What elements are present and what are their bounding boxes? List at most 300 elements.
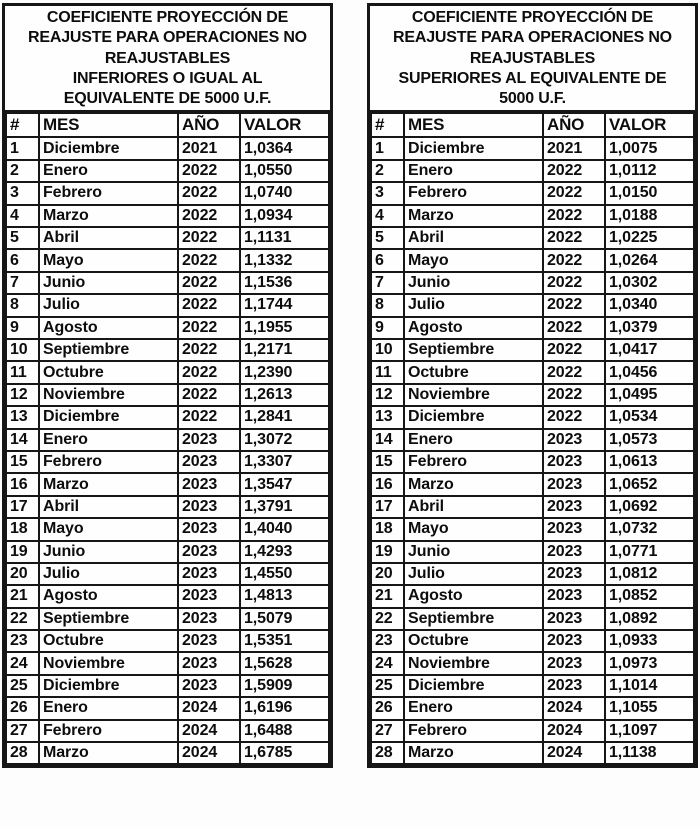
month-cell: Octubre xyxy=(39,630,178,652)
table-row xyxy=(371,384,694,406)
value-cell: 1,5628 xyxy=(240,652,329,674)
table-row xyxy=(6,137,329,159)
month-cell: Enero xyxy=(39,429,178,451)
row-number-cell: 8 xyxy=(371,294,404,316)
table-row xyxy=(371,697,694,719)
year-cell: 2022 xyxy=(178,339,240,361)
year-cell: 2022 xyxy=(178,182,240,204)
row-number-cell: 4 xyxy=(371,205,404,227)
header-row xyxy=(371,113,694,137)
year-cell: 2023 xyxy=(543,541,605,563)
month-cell: Junio xyxy=(39,541,178,563)
month-cell: Enero xyxy=(404,429,543,451)
col-header-number: # xyxy=(6,113,39,137)
table-row xyxy=(6,294,329,316)
value-cell: 1,1055 xyxy=(605,697,694,719)
table-row xyxy=(371,608,694,630)
table-row xyxy=(6,742,329,764)
month-cell: Julio xyxy=(39,563,178,585)
year-cell: 2022 xyxy=(543,406,605,428)
year-cell: 2023 xyxy=(543,585,605,607)
year-cell: 2022 xyxy=(178,227,240,249)
year-cell: 2024 xyxy=(543,720,605,742)
value-cell: 1,0812 xyxy=(605,563,694,585)
year-cell: 2023 xyxy=(178,675,240,697)
value-cell: 1,0852 xyxy=(605,585,694,607)
value-cell: 1,4550 xyxy=(240,563,329,585)
year-cell: 2023 xyxy=(543,608,605,630)
month-cell: Marzo xyxy=(39,473,178,495)
value-cell: 1,1536 xyxy=(240,272,329,294)
title-line: COEFICIENTE PROYECCIÓN DE xyxy=(46,9,289,26)
row-number-cell: 12 xyxy=(371,384,404,406)
month-cell: Enero xyxy=(39,697,178,719)
year-cell: 2022 xyxy=(178,249,240,271)
value-cell: 1,1014 xyxy=(605,675,694,697)
row-number-cell: 8 xyxy=(6,294,39,316)
month-cell: Diciembre xyxy=(39,406,178,428)
table-row xyxy=(371,720,694,742)
month-cell: Septiembre xyxy=(404,608,543,630)
row-number-cell: 27 xyxy=(6,720,39,742)
month-cell: Agosto xyxy=(39,585,178,607)
year-cell: 2022 xyxy=(543,317,605,339)
row-number-cell: 7 xyxy=(371,272,404,294)
header-row xyxy=(6,113,329,137)
row-number-cell: 19 xyxy=(371,541,404,563)
month-cell: Mayo xyxy=(404,518,543,540)
row-number-cell: 22 xyxy=(6,608,39,630)
month-cell: Febrero xyxy=(39,182,178,204)
year-cell: 2023 xyxy=(178,451,240,473)
value-cell: 1,0364 xyxy=(240,137,329,159)
row-number-cell: 26 xyxy=(371,697,404,719)
month-cell: Diciembre xyxy=(404,406,543,428)
year-cell: 2024 xyxy=(543,697,605,719)
month-cell: Abril xyxy=(39,496,178,518)
value-cell: 1,0934 xyxy=(240,205,329,227)
table-row xyxy=(371,742,694,764)
month-cell: Marzo xyxy=(39,205,178,227)
year-cell: 2023 xyxy=(178,518,240,540)
year-cell: 2023 xyxy=(543,429,605,451)
year-cell: 2022 xyxy=(543,361,605,383)
year-cell: 2023 xyxy=(178,563,240,585)
year-cell: 2023 xyxy=(543,563,605,585)
title-line: INFERIORES O IGUAL AL xyxy=(72,69,263,87)
table-row xyxy=(371,249,694,271)
row-number-cell: 9 xyxy=(371,317,404,339)
value-cell: 1,5079 xyxy=(240,608,329,630)
year-cell: 2022 xyxy=(543,294,605,316)
col-header-mes: MES xyxy=(404,113,543,137)
value-cell: 1,4040 xyxy=(240,518,329,540)
row-number-cell: 17 xyxy=(371,496,404,518)
value-cell: 1,0379 xyxy=(605,317,694,339)
month-cell: Diciembre xyxy=(404,675,543,697)
month-cell: Octubre xyxy=(404,630,543,652)
table-row xyxy=(6,675,329,697)
month-cell: Febrero xyxy=(404,182,543,204)
table-row xyxy=(6,249,329,271)
month-cell: Julio xyxy=(404,294,543,316)
value-cell: 1,5909 xyxy=(240,675,329,697)
row-number-cell: 7 xyxy=(6,272,39,294)
month-cell: Enero xyxy=(404,697,543,719)
value-cell: 1,4293 xyxy=(240,541,329,563)
table-row xyxy=(6,205,329,227)
value-cell: 1,0692 xyxy=(605,496,694,518)
title-line: REAJUSTABLES xyxy=(104,49,231,67)
row-number-cell: 4 xyxy=(6,205,39,227)
row-number-cell: 20 xyxy=(371,563,404,585)
year-cell: 2022 xyxy=(543,227,605,249)
table-row xyxy=(6,518,329,540)
table-row xyxy=(371,294,694,316)
year-cell: 2024 xyxy=(543,742,605,764)
table-row xyxy=(6,652,329,674)
year-cell: 2022 xyxy=(178,272,240,294)
table-row xyxy=(6,541,329,563)
row-number-cell: 5 xyxy=(6,227,39,249)
value-cell: 1,6785 xyxy=(240,742,329,764)
title-line: EQUIVALENTE DE 5000 U.F. xyxy=(63,90,272,108)
value-cell: 1,0732 xyxy=(605,518,694,540)
row-number-cell: 28 xyxy=(6,742,39,764)
table-row xyxy=(371,630,694,652)
month-cell: Octubre xyxy=(39,361,178,383)
value-cell: 1,0534 xyxy=(605,406,694,428)
col-header-ano: AÑO xyxy=(178,113,240,137)
row-number-cell: 16 xyxy=(6,473,39,495)
year-cell: 2023 xyxy=(178,652,240,674)
title-line: REAJUSTE PARA OPERACIONES NO xyxy=(28,29,307,47)
col-header-valor: VALOR xyxy=(605,113,694,137)
value-cell: 1,0112 xyxy=(605,160,694,182)
month-cell: Noviembre xyxy=(39,384,178,406)
month-cell: Junio xyxy=(39,272,178,294)
month-cell: Julio xyxy=(404,563,543,585)
value-cell: 1,3547 xyxy=(240,473,329,495)
year-cell: 2023 xyxy=(178,608,240,630)
title-line: 5000 U.F. xyxy=(499,90,566,108)
row-number-cell: 17 xyxy=(6,496,39,518)
month-cell: Septiembre xyxy=(39,608,178,630)
year-cell: 2022 xyxy=(178,361,240,383)
row-number-cell: 27 xyxy=(371,720,404,742)
row-number-cell: 25 xyxy=(371,675,404,697)
table-row xyxy=(371,585,694,607)
row-number-cell: 14 xyxy=(6,429,39,451)
table-row xyxy=(371,361,694,383)
table-row xyxy=(371,205,694,227)
month-cell: Septiembre xyxy=(404,339,543,361)
year-cell: 2023 xyxy=(543,652,605,674)
col-header-mes: MES xyxy=(39,113,178,137)
title-line: COEFICIENTE PROYECCIÓN DE xyxy=(411,9,654,26)
month-cell: Agosto xyxy=(404,585,543,607)
year-cell: 2022 xyxy=(543,160,605,182)
month-cell: Marzo xyxy=(404,742,543,764)
row-number-cell: 23 xyxy=(371,630,404,652)
table-row xyxy=(6,406,329,428)
row-number-cell: 5 xyxy=(371,227,404,249)
year-cell: 2023 xyxy=(543,451,605,473)
value-cell: 1,0456 xyxy=(605,361,694,383)
month-cell: Septiembre xyxy=(39,339,178,361)
year-cell: 2024 xyxy=(178,742,240,764)
year-cell: 2022 xyxy=(543,249,605,271)
row-number-cell: 21 xyxy=(371,585,404,607)
value-cell: 1,2390 xyxy=(240,361,329,383)
row-number-cell: 18 xyxy=(371,518,404,540)
row-number-cell: 1 xyxy=(6,137,39,159)
year-cell: 2021 xyxy=(178,137,240,159)
row-number-cell: 3 xyxy=(6,182,39,204)
value-cell: 1,3791 xyxy=(240,496,329,518)
value-cell: 1,0573 xyxy=(605,429,694,451)
row-number-cell: 23 xyxy=(6,630,39,652)
table-row xyxy=(6,429,329,451)
table-title-inferiores xyxy=(5,6,330,112)
table-superiores-5000uf xyxy=(367,3,698,768)
table-row xyxy=(371,160,694,182)
row-number-cell: 13 xyxy=(371,406,404,428)
month-cell: Junio xyxy=(404,272,543,294)
table-row xyxy=(6,182,329,204)
table-row xyxy=(371,272,694,294)
row-number-cell: 3 xyxy=(371,182,404,204)
table-row xyxy=(6,608,329,630)
year-cell: 2023 xyxy=(178,496,240,518)
year-cell: 2022 xyxy=(178,294,240,316)
row-number-cell: 26 xyxy=(6,697,39,719)
value-cell: 1,1097 xyxy=(605,720,694,742)
row-number-cell: 21 xyxy=(6,585,39,607)
coefficient-table-superiores xyxy=(370,112,695,765)
row-number-cell: 10 xyxy=(371,339,404,361)
year-cell: 2023 xyxy=(178,585,240,607)
table-row xyxy=(6,473,329,495)
year-cell: 2022 xyxy=(178,205,240,227)
table-row xyxy=(371,473,694,495)
table-title-superiores xyxy=(370,6,695,112)
row-number-cell: 13 xyxy=(6,406,39,428)
month-cell: Abril xyxy=(404,227,543,249)
table-row xyxy=(371,496,694,518)
table-row xyxy=(371,406,694,428)
month-cell: Enero xyxy=(404,160,543,182)
value-cell: 1,0892 xyxy=(605,608,694,630)
table-row xyxy=(6,227,329,249)
month-cell: Agosto xyxy=(404,317,543,339)
row-number-cell: 11 xyxy=(371,361,404,383)
row-number-cell: 16 xyxy=(371,473,404,495)
value-cell: 1,0933 xyxy=(605,630,694,652)
value-cell: 1,0973 xyxy=(605,652,694,674)
table-row xyxy=(371,541,694,563)
month-cell: Febrero xyxy=(39,451,178,473)
row-number-cell: 6 xyxy=(6,249,39,271)
value-cell: 1,3307 xyxy=(240,451,329,473)
value-cell: 1,0771 xyxy=(605,541,694,563)
table-row xyxy=(6,720,329,742)
value-cell: 1,2613 xyxy=(240,384,329,406)
row-number-cell: 20 xyxy=(6,563,39,585)
value-cell: 1,0264 xyxy=(605,249,694,271)
row-number-cell: 1 xyxy=(371,137,404,159)
table-row xyxy=(371,518,694,540)
month-cell: Diciembre xyxy=(39,675,178,697)
table-row xyxy=(6,160,329,182)
row-number-cell: 10 xyxy=(6,339,39,361)
value-cell: 1,6488 xyxy=(240,720,329,742)
value-cell: 1,2841 xyxy=(240,406,329,428)
table-row xyxy=(371,429,694,451)
month-cell: Noviembre xyxy=(404,384,543,406)
month-cell: Febrero xyxy=(39,720,178,742)
table-row xyxy=(6,317,329,339)
row-number-cell: 25 xyxy=(6,675,39,697)
value-cell: 1,4813 xyxy=(240,585,329,607)
table-row xyxy=(6,563,329,585)
year-cell: 2023 xyxy=(178,473,240,495)
table-row xyxy=(6,496,329,518)
table-row xyxy=(6,697,329,719)
value-cell: 1,1332 xyxy=(240,249,329,271)
table-inferiores-5000uf xyxy=(2,3,333,768)
year-cell: 2022 xyxy=(178,160,240,182)
value-cell: 1,0613 xyxy=(605,451,694,473)
year-cell: 2023 xyxy=(543,473,605,495)
year-cell: 2023 xyxy=(178,429,240,451)
row-number-cell: 15 xyxy=(371,451,404,473)
row-number-cell: 2 xyxy=(6,160,39,182)
month-cell: Diciembre xyxy=(404,137,543,159)
table-row xyxy=(6,630,329,652)
value-cell: 1,0188 xyxy=(605,205,694,227)
row-number-cell: 19 xyxy=(6,541,39,563)
value-cell: 1,0225 xyxy=(605,227,694,249)
table-row xyxy=(6,272,329,294)
title-line: REAJUSTABLES xyxy=(469,49,596,67)
year-cell: 2023 xyxy=(178,541,240,563)
month-cell: Marzo xyxy=(404,205,543,227)
title-line: SUPERIORES AL EQUIVALENTE DE xyxy=(398,69,667,87)
row-number-cell: 15 xyxy=(6,451,39,473)
value-cell: 1,1131 xyxy=(240,227,329,249)
row-number-cell: 24 xyxy=(371,652,404,674)
value-cell: 1,3072 xyxy=(240,429,329,451)
row-number-cell: 6 xyxy=(371,249,404,271)
value-cell: 1,0495 xyxy=(605,384,694,406)
month-cell: Abril xyxy=(404,496,543,518)
year-cell: 2023 xyxy=(543,518,605,540)
value-cell: 1,5351 xyxy=(240,630,329,652)
month-cell: Octubre xyxy=(404,361,543,383)
month-cell: Junio xyxy=(404,541,543,563)
year-cell: 2023 xyxy=(178,630,240,652)
year-cell: 2022 xyxy=(543,272,605,294)
col-header-number: # xyxy=(371,113,404,137)
month-cell: Mayo xyxy=(39,249,178,271)
value-cell: 1,0340 xyxy=(605,294,694,316)
value-cell: 1,0075 xyxy=(605,137,694,159)
value-cell: 1,1955 xyxy=(240,317,329,339)
row-number-cell: 12 xyxy=(6,384,39,406)
table-row xyxy=(371,451,694,473)
table-row xyxy=(6,585,329,607)
year-cell: 2022 xyxy=(178,317,240,339)
month-cell: Febrero xyxy=(404,720,543,742)
row-number-cell: 11 xyxy=(6,361,39,383)
month-cell: Mayo xyxy=(39,518,178,540)
table-row xyxy=(371,137,694,159)
month-cell: Marzo xyxy=(39,742,178,764)
year-cell: 2022 xyxy=(178,384,240,406)
month-cell: Abril xyxy=(39,227,178,249)
year-cell: 2024 xyxy=(178,720,240,742)
month-cell: Mayo xyxy=(404,249,543,271)
month-cell: Agosto xyxy=(39,317,178,339)
value-cell: 1,0150 xyxy=(605,182,694,204)
row-number-cell: 9 xyxy=(6,317,39,339)
table-row xyxy=(371,227,694,249)
row-number-cell: 14 xyxy=(371,429,404,451)
value-cell: 1,2171 xyxy=(240,339,329,361)
table-row xyxy=(6,339,329,361)
year-cell: 2023 xyxy=(543,496,605,518)
month-cell: Noviembre xyxy=(404,652,543,674)
value-cell: 1,6196 xyxy=(240,697,329,719)
coefficient-table-inferiores xyxy=(5,112,330,765)
year-cell: 2022 xyxy=(543,384,605,406)
row-number-cell: 22 xyxy=(371,608,404,630)
year-cell: 2022 xyxy=(178,406,240,428)
row-number-cell: 18 xyxy=(6,518,39,540)
row-number-cell: 24 xyxy=(6,652,39,674)
table-row xyxy=(371,182,694,204)
row-number-cell: 2 xyxy=(371,160,404,182)
value-cell: 1,0652 xyxy=(605,473,694,495)
value-cell: 1,1138 xyxy=(605,742,694,764)
title-line: REAJUSTE PARA OPERACIONES NO xyxy=(393,29,672,47)
year-cell: 2022 xyxy=(543,205,605,227)
col-header-valor: VALOR xyxy=(240,113,329,137)
table-row xyxy=(371,652,694,674)
year-cell: 2022 xyxy=(543,339,605,361)
value-cell: 1,0550 xyxy=(240,160,329,182)
month-cell: Enero xyxy=(39,160,178,182)
table-row xyxy=(6,451,329,473)
row-number-cell: 28 xyxy=(371,742,404,764)
year-cell: 2023 xyxy=(543,630,605,652)
col-header-ano: AÑO xyxy=(543,113,605,137)
table-row xyxy=(6,384,329,406)
value-cell: 1,0417 xyxy=(605,339,694,361)
month-cell: Marzo xyxy=(404,473,543,495)
value-cell: 1,1744 xyxy=(240,294,329,316)
year-cell: 2024 xyxy=(178,697,240,719)
table-row xyxy=(371,563,694,585)
month-cell: Julio xyxy=(39,294,178,316)
year-cell: 2022 xyxy=(543,182,605,204)
table-row xyxy=(371,675,694,697)
table-row xyxy=(371,339,694,361)
month-cell: Noviembre xyxy=(39,652,178,674)
value-cell: 1,0740 xyxy=(240,182,329,204)
table-row xyxy=(371,317,694,339)
